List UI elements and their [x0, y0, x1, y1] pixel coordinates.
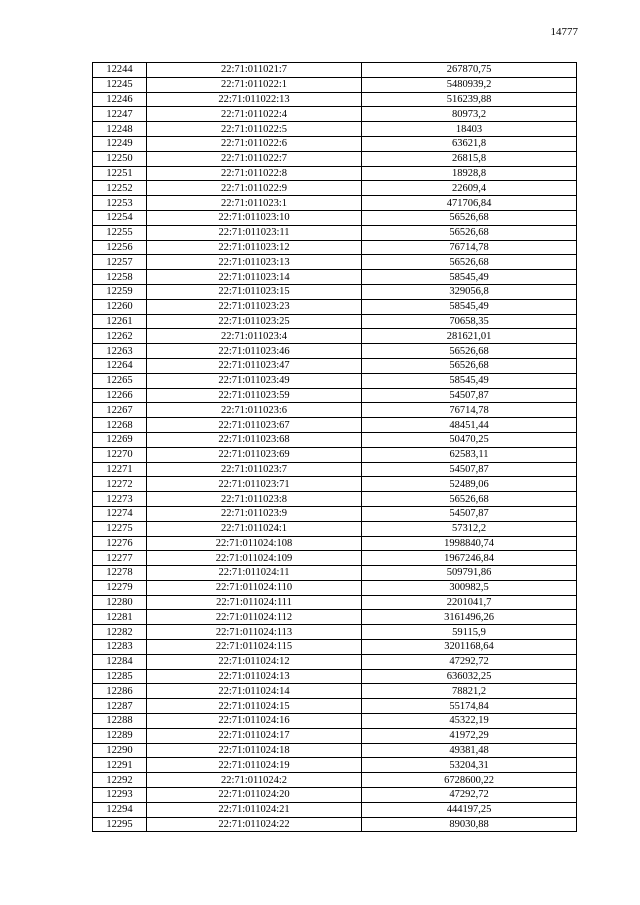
value-cell: 55174,84 [362, 699, 577, 714]
value-cell: 47292,72 [362, 788, 577, 803]
row-number-cell: 12288 [93, 714, 147, 729]
row-number-cell: 12284 [93, 654, 147, 669]
row-number-cell: 12257 [93, 255, 147, 270]
table-row [93, 299, 577, 314]
cadastral-number-cell: 22:71:011024:18 [147, 743, 362, 758]
row-number-cell: 12259 [93, 284, 147, 299]
table-row [93, 580, 577, 595]
row-number-cell: 12270 [93, 447, 147, 462]
cadastral-number-cell: 22:71:011023:7 [147, 462, 362, 477]
value-cell: 6728600,22 [362, 773, 577, 788]
table-row [93, 63, 577, 78]
cadastral-number-cell: 22:71:011023:25 [147, 314, 362, 329]
value-cell: 76714,78 [362, 240, 577, 255]
value-cell: 70658,35 [362, 314, 577, 329]
cadastral-number-cell: 22:71:011023:46 [147, 344, 362, 359]
table-row [93, 788, 577, 803]
row-number-cell: 12247 [93, 107, 147, 122]
value-cell: 47292,72 [362, 654, 577, 669]
cadastral-number-cell: 22:71:011024:13 [147, 669, 362, 684]
cadastral-number-cell: 22:71:011023:10 [147, 210, 362, 225]
value-cell: 444197,25 [362, 802, 577, 817]
cadastral-number-cell: 22:71:011024:2 [147, 773, 362, 788]
table-row [93, 92, 577, 107]
row-number-cell: 12271 [93, 462, 147, 477]
value-cell: 57312,2 [362, 521, 577, 536]
row-number-cell: 12266 [93, 388, 147, 403]
table-row [93, 240, 577, 255]
cadastral-number-cell: 22:71:011022:6 [147, 136, 362, 151]
row-number-cell: 12286 [93, 684, 147, 699]
cadastral-number-cell: 22:71:011024:113 [147, 625, 362, 640]
cadastral-number-cell: 22:71:011022:8 [147, 166, 362, 181]
table-row [93, 669, 577, 684]
table-row [93, 447, 577, 462]
row-number-cell: 12280 [93, 595, 147, 610]
table-row [93, 817, 577, 832]
value-cell: 63621,8 [362, 136, 577, 151]
value-cell: 54507,87 [362, 462, 577, 477]
row-number-cell: 12253 [93, 196, 147, 211]
cadastral-number-cell: 22:71:011023:14 [147, 270, 362, 285]
cadastral-number-cell: 22:71:011024:15 [147, 699, 362, 714]
row-number-cell: 12289 [93, 728, 147, 743]
value-cell: 1967246,84 [362, 551, 577, 566]
table-row [93, 506, 577, 521]
table-row [93, 714, 577, 729]
cadastral-number-cell: 22:71:011024:19 [147, 758, 362, 773]
value-cell: 636032,25 [362, 669, 577, 684]
cadastral-number-cell: 22:71:011024:17 [147, 728, 362, 743]
row-number-cell: 12258 [93, 270, 147, 285]
value-cell: 53204,31 [362, 758, 577, 773]
row-number-cell: 12246 [93, 92, 147, 107]
value-cell: 18403 [362, 122, 577, 137]
row-number-cell: 12279 [93, 580, 147, 595]
row-number-cell: 12267 [93, 403, 147, 418]
cadastral-number-cell: 22:71:011022:4 [147, 107, 362, 122]
table-row [93, 654, 577, 669]
value-cell: 329056,8 [362, 284, 577, 299]
cadastral-number-cell: 22:71:011024:14 [147, 684, 362, 699]
cadastral-number-cell: 22:71:011023:59 [147, 388, 362, 403]
cadastral-number-cell: 22:71:011023:9 [147, 506, 362, 521]
value-cell: 56526,68 [362, 492, 577, 507]
table-row [93, 344, 577, 359]
cadastral-value-table [92, 62, 577, 832]
value-cell: 52489,06 [362, 477, 577, 492]
cadastral-number-cell: 22:71:011024:111 [147, 595, 362, 610]
table-row [93, 270, 577, 285]
table-row [93, 610, 577, 625]
cadastral-number-cell: 22:71:011022:9 [147, 181, 362, 196]
row-number-cell: 12245 [93, 77, 147, 92]
table-row [93, 477, 577, 492]
table-row [93, 284, 577, 299]
table-body [93, 63, 577, 832]
value-cell: 509791,86 [362, 566, 577, 581]
cadastral-number-cell: 22:71:011023:49 [147, 373, 362, 388]
row-number-cell: 12285 [93, 669, 147, 684]
row-number-cell: 12254 [93, 210, 147, 225]
cadastral-number-cell: 22:71:011023:6 [147, 403, 362, 418]
table-row [93, 566, 577, 581]
cadastral-number-cell: 22:71:011023:8 [147, 492, 362, 507]
cadastral-number-cell: 22:71:011023:69 [147, 447, 362, 462]
row-number-cell: 12264 [93, 358, 147, 373]
cadastral-number-cell: 22:71:011024:20 [147, 788, 362, 803]
table-row [93, 492, 577, 507]
table-row [93, 743, 577, 758]
cadastral-number-cell: 22:71:011023:68 [147, 432, 362, 447]
table-row [93, 358, 577, 373]
value-cell: 59115,9 [362, 625, 577, 640]
table-row [93, 196, 577, 211]
value-cell: 5480939,2 [362, 77, 577, 92]
cadastral-number-cell: 22:71:011024:112 [147, 610, 362, 625]
cadastral-number-cell: 22:71:011024:22 [147, 817, 362, 832]
row-number-cell: 12278 [93, 566, 147, 581]
table-row [93, 758, 577, 773]
cadastral-number-cell: 22:71:011024:110 [147, 580, 362, 595]
table-row [93, 373, 577, 388]
row-number-cell: 12292 [93, 773, 147, 788]
table-row [93, 699, 577, 714]
table-row [93, 136, 577, 151]
row-number-cell: 12269 [93, 432, 147, 447]
value-cell: 300982,5 [362, 580, 577, 595]
row-number-cell: 12265 [93, 373, 147, 388]
table-row [93, 432, 577, 447]
table-row [93, 418, 577, 433]
cadastral-number-cell: 22:71:011022:7 [147, 151, 362, 166]
cadastral-number-cell: 22:71:011024:16 [147, 714, 362, 729]
table-row [93, 684, 577, 699]
table-row [93, 551, 577, 566]
row-number-cell: 12249 [93, 136, 147, 151]
value-cell: 471706,84 [362, 196, 577, 211]
row-number-cell: 12268 [93, 418, 147, 433]
table-row [93, 255, 577, 270]
value-cell: 58545,49 [362, 270, 577, 285]
table-row [93, 625, 577, 640]
table-row [93, 802, 577, 817]
value-cell: 2201041,7 [362, 595, 577, 610]
value-cell: 56526,68 [362, 255, 577, 270]
cadastral-number-cell: 22:71:011024:21 [147, 802, 362, 817]
table-row [93, 388, 577, 403]
row-number-cell: 12251 [93, 166, 147, 181]
table-row [93, 536, 577, 551]
table-row [93, 521, 577, 536]
cadastral-number-cell: 22:71:011023:11 [147, 225, 362, 240]
row-number-cell: 12276 [93, 536, 147, 551]
row-number-cell: 12272 [93, 477, 147, 492]
cadastral-number-cell: 22:71:011024:12 [147, 654, 362, 669]
table-row [93, 640, 577, 655]
cadastral-number-cell: 22:71:011024:115 [147, 640, 362, 655]
page-number: 14777 [550, 26, 578, 38]
table-row [93, 122, 577, 137]
table-row [93, 595, 577, 610]
cadastral-number-cell: 22:71:011024:109 [147, 551, 362, 566]
table-row [93, 210, 577, 225]
cadastral-number-cell: 22:71:011023:15 [147, 284, 362, 299]
value-cell: 89030,88 [362, 817, 577, 832]
value-cell: 54507,87 [362, 506, 577, 521]
table-row [93, 107, 577, 122]
row-number-cell: 12273 [93, 492, 147, 507]
cadastral-number-cell: 22:71:011024:108 [147, 536, 362, 551]
value-cell: 26815,8 [362, 151, 577, 166]
cadastral-number-cell: 22:71:011022:13 [147, 92, 362, 107]
row-number-cell: 12252 [93, 181, 147, 196]
table-row [93, 403, 577, 418]
value-cell: 76714,78 [362, 403, 577, 418]
row-number-cell: 12263 [93, 344, 147, 359]
table-row [93, 462, 577, 477]
row-number-cell: 12277 [93, 551, 147, 566]
value-cell: 49381,48 [362, 743, 577, 758]
row-number-cell: 12244 [93, 63, 147, 78]
value-cell: 58545,49 [362, 299, 577, 314]
value-cell: 56526,68 [362, 344, 577, 359]
value-cell: 58545,49 [362, 373, 577, 388]
value-cell: 80973,2 [362, 107, 577, 122]
row-number-cell: 12293 [93, 788, 147, 803]
row-number-cell: 12287 [93, 699, 147, 714]
value-cell: 50470,25 [362, 432, 577, 447]
cadastral-number-cell: 22:71:011022:5 [147, 122, 362, 137]
value-cell: 56526,68 [362, 210, 577, 225]
cadastral-number-cell: 22:71:011022:1 [147, 77, 362, 92]
row-number-cell: 12248 [93, 122, 147, 137]
value-cell: 516239,88 [362, 92, 577, 107]
value-cell: 45322,19 [362, 714, 577, 729]
value-cell: 41972,29 [362, 728, 577, 743]
table-row [93, 329, 577, 344]
row-number-cell: 12283 [93, 640, 147, 655]
row-number-cell: 12255 [93, 225, 147, 240]
value-cell: 54507,87 [362, 388, 577, 403]
value-cell: 3161496,26 [362, 610, 577, 625]
table-row [93, 225, 577, 240]
value-cell: 267870,75 [362, 63, 577, 78]
value-cell: 18928,8 [362, 166, 577, 181]
value-cell: 48451,44 [362, 418, 577, 433]
value-cell: 56526,68 [362, 225, 577, 240]
value-cell: 3201168,64 [362, 640, 577, 655]
table-row [93, 151, 577, 166]
row-number-cell: 12250 [93, 151, 147, 166]
cadastral-number-cell: 22:71:011023:4 [147, 329, 362, 344]
cadastral-number-cell: 22:71:011023:71 [147, 477, 362, 492]
cadastral-number-cell: 22:71:011023:13 [147, 255, 362, 270]
row-number-cell: 12281 [93, 610, 147, 625]
value-cell: 281621,01 [362, 329, 577, 344]
cadastral-number-cell: 22:71:011023:23 [147, 299, 362, 314]
cadastral-number-cell: 22:71:011024:11 [147, 566, 362, 581]
cadastral-number-cell: 22:71:011021:7 [147, 63, 362, 78]
value-cell: 22609,4 [362, 181, 577, 196]
value-cell: 62583,11 [362, 447, 577, 462]
cadastral-number-cell: 22:71:011024:1 [147, 521, 362, 536]
row-number-cell: 12274 [93, 506, 147, 521]
row-number-cell: 12261 [93, 314, 147, 329]
table-row [93, 314, 577, 329]
cadastral-number-cell: 22:71:011023:1 [147, 196, 362, 211]
row-number-cell: 12282 [93, 625, 147, 640]
row-number-cell: 12294 [93, 802, 147, 817]
table-row [93, 728, 577, 743]
row-number-cell: 12291 [93, 758, 147, 773]
cadastral-number-cell: 22:71:011023:12 [147, 240, 362, 255]
table-row [93, 77, 577, 92]
table-row [93, 773, 577, 788]
row-number-cell: 12260 [93, 299, 147, 314]
table-row [93, 181, 577, 196]
value-cell: 56526,68 [362, 358, 577, 373]
table-row [93, 166, 577, 181]
row-number-cell: 12290 [93, 743, 147, 758]
cadastral-number-cell: 22:71:011023:67 [147, 418, 362, 433]
cadastral-number-cell: 22:71:011023:47 [147, 358, 362, 373]
row-number-cell: 12262 [93, 329, 147, 344]
value-cell: 78821,2 [362, 684, 577, 699]
row-number-cell: 12275 [93, 521, 147, 536]
row-number-cell: 12295 [93, 817, 147, 832]
value-cell: 1998840,74 [362, 536, 577, 551]
row-number-cell: 12256 [93, 240, 147, 255]
